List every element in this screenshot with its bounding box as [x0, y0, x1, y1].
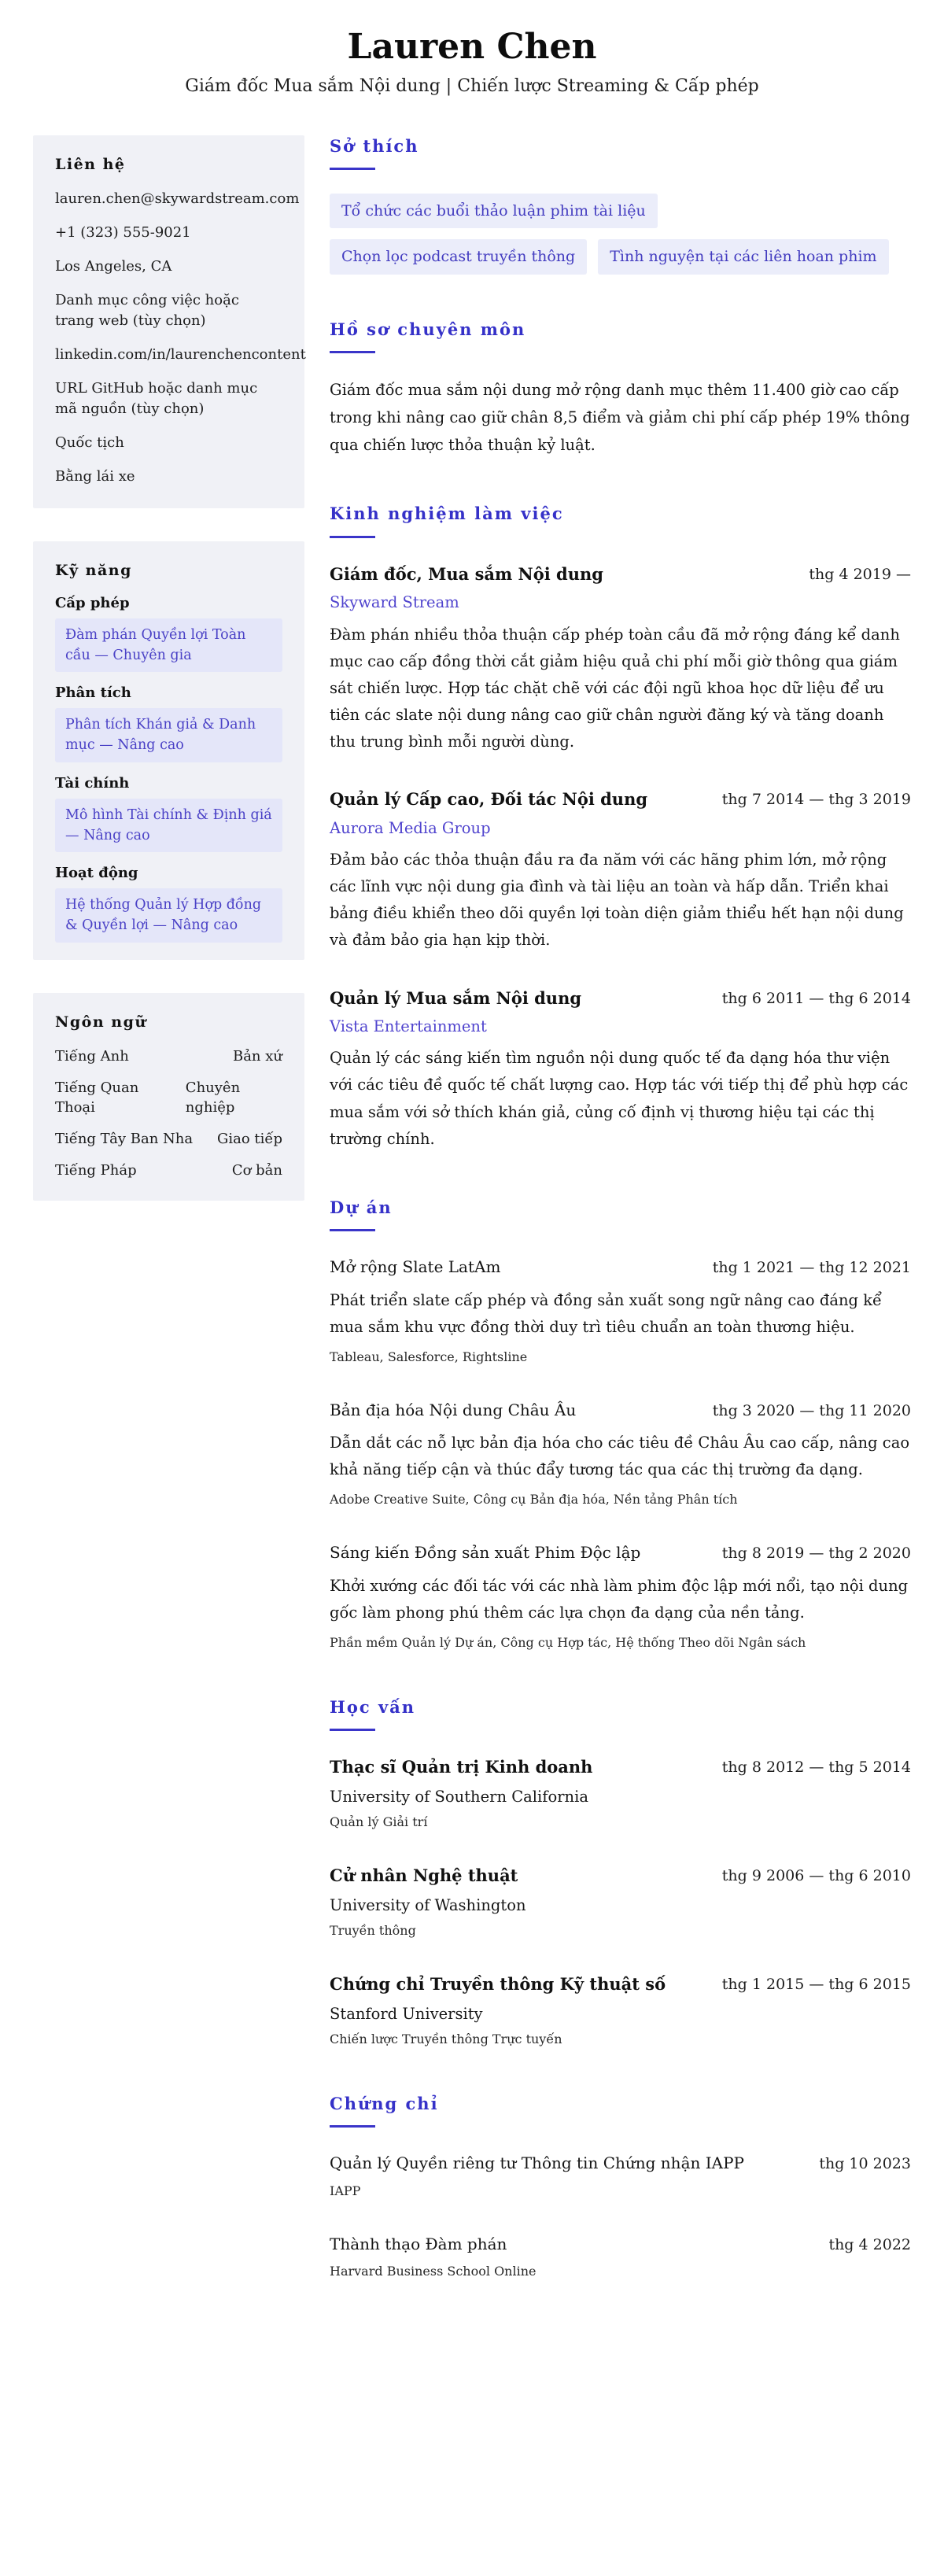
skills-title: Kỹ năng	[55, 561, 132, 579]
certification-date: thg 4 2022	[828, 2235, 911, 2253]
job-date: thg 6 2011 — thg 6 2014	[721, 989, 911, 1007]
skill-chip-analytics: Phân tích Khán giả & Danh mục — Nâng cao	[55, 708, 282, 762]
education-entry	[330, 1863, 911, 1940]
degree-title: Thạc sĩ Quản trị Kinh doanh	[330, 1757, 593, 1777]
degree-title: Cử nhân Nghệ thuật	[330, 1866, 518, 1886]
school-name: University of Washington	[330, 1895, 526, 1914]
job-entry-head	[330, 562, 911, 588]
language-row	[55, 1046, 282, 1066]
project-entry	[330, 1398, 911, 1510]
language-name: Tiếng Anh	[55, 1047, 129, 1065]
experience-title: Kinh nghiệm làm việc	[330, 504, 564, 524]
job-entry	[330, 986, 911, 1153]
project-title: Sáng kiến Đồng sản xuất Phim Độc lập	[330, 1543, 641, 1563]
certification-entry-head	[330, 2232, 911, 2257]
company-link[interactable]: Aurora Media Group	[330, 818, 491, 837]
company-link[interactable]: Vista Entertainment	[330, 1017, 487, 1036]
language-row	[55, 1129, 282, 1149]
education-date: thg 8 2012 — thg 5 2014	[721, 1759, 911, 1777]
school-name: University of Southern California	[330, 1788, 588, 1806]
job-description: Đàm phán nhiều thỏa thuận cấp phép toàn cầu đã mở rộng đáng kể danh mục cao cấp đồng thời cắt giảm hiệu quả chi phí mỗi giờ thông qua giám sát chiến lược. Hợp tác chặt chẽ với các đội ngũ khoa học dữ liệu để ưu tiên các slate nội dung nâng cao giữ chân người đăng ký và tăng doanh thu trung bình mỗi người dùng.	[330, 625, 900, 751]
project-description: Dẫn dắt các nỗ lực bản địa hóa cho các tiêu đề Châu Âu cao cấp, nâng cao khả năng tiếp cận và thúc đẩy tương tác qua các thị trường đa dạng.	[330, 1434, 910, 1479]
sidebar	[33, 135, 304, 1234]
person-headline: Giám đốc Mua sắm Nội dung | Chiến lược Streaming & Cấp phép	[185, 76, 759, 96]
project-date: thg 1 2021 — thg 12 2021	[712, 1259, 911, 1277]
project-date: thg 3 2020 — thg 11 2020	[712, 1401, 911, 1419]
education-entry	[330, 1755, 911, 1832]
project-title: Bản địa hóa Nội dung Châu Âu	[330, 1400, 577, 1419]
section-underline	[330, 351, 375, 353]
profile-title: Hồ sơ chuyên môn	[330, 319, 526, 340]
skill-chip-operations: Hệ thống Quản lý Hợp đồng & Quyền lợi — Nâng cao	[55, 888, 282, 943]
interests-section	[330, 135, 911, 275]
projects-title: Dự án	[330, 1197, 393, 1217]
project-entry-head	[330, 1398, 911, 1423]
education-date: thg 9 2006 — thg 6 2010	[721, 1867, 911, 1885]
section-underline	[330, 536, 375, 538]
project-entry-head	[330, 1541, 911, 1565]
contact-location: Los Angeles, CA	[55, 257, 172, 275]
contact-portfolio-placeholder: Danh mục công việc hoặc trang web (tùy chọn)	[55, 291, 239, 329]
project-description: Phát triển slate cấp phép và đồng sản xuất song ngữ nâng cao đáng kể mua sắm khu vực đồng thời duy trì tiêu chuẩn an toàn thương hiệu.	[330, 1290, 883, 1336]
job-title: Giám đốc, Mua sắm Nội dung	[330, 563, 603, 584]
language-row	[55, 1078, 282, 1117]
resume-header	[33, 27, 911, 99]
job-title: Quản lý Mua sắm Nội dung	[330, 987, 582, 1008]
job-entry-head	[330, 787, 911, 813]
section-underline	[330, 2125, 375, 2128]
certifications-section	[330, 2093, 911, 2281]
language-name: Tiếng Tây Ban Nha	[55, 1131, 194, 1148]
profile-section	[330, 319, 911, 459]
contact-email: lauren.chen@skywardstream.com	[55, 190, 300, 207]
school-name: Stanford University	[330, 2004, 483, 2023]
main-column	[328, 135, 911, 2325]
degree-title: Chứng chỉ Truyền thông Kỹ thuật số	[330, 1974, 666, 1995]
job-description: Quản lý các sáng kiến tìm nguồn nội dung quốc tế đa dạng hóa thư viện với các tiêu đề quốc tế chất lượng cao. Hợp tác với tiếp thị để phù hợp các mua sắm với sở thích khán giả, củng cố định vị thương hiệu tại các thị trường chính.	[330, 1049, 909, 1148]
company-link[interactable]: Skyward Stream	[330, 593, 459, 612]
language-level: Chuyên nghiệp	[185, 1079, 241, 1116]
interest-chips	[330, 194, 896, 275]
contact-github-placeholder: URL GitHub hoặc danh mục mã nguồn (tùy chọn)	[55, 380, 258, 418]
contact-driving-license: Bằng lái xe	[55, 468, 135, 485]
job-date: thg 4 2019 —	[809, 565, 911, 583]
contact-phone: +1 (323) 555-9021	[55, 223, 191, 241]
interest-chip: Chọn lọc podcast truyền thông	[330, 239, 587, 275]
language-level: Bản xứ	[232, 1047, 282, 1065]
education-entry-head	[330, 1755, 911, 1781]
job-entry	[330, 787, 911, 954]
skill-category-analytics: Phân tích	[55, 685, 131, 702]
contact-section	[33, 135, 304, 508]
language-row	[55, 1161, 282, 1180]
contact-nationality: Quốc tịch	[55, 434, 124, 452]
profile-text: Giám đốc mua sắm nội dung mở rộng danh mục thêm 11.400 giờ cao cấp trong khi nâng cao giữ chân 8,5 điểm và giảm chi phí cấp phép 19% thông qua chiến lược thỏa thuận kỷ luật.	[330, 381, 910, 454]
certification-name: Quản lý Quyền riêng tư Thông tin Chứng nhận IAPP	[330, 2153, 744, 2173]
certification-issuer: Harvard Business School Online	[330, 2264, 537, 2279]
certification-entry	[330, 2151, 911, 2200]
contact-title: Liên hệ	[55, 155, 126, 173]
certification-entry-head	[330, 2151, 911, 2176]
education-entry	[330, 1972, 911, 2049]
project-entry	[330, 1255, 911, 1367]
job-entry-head	[330, 986, 911, 1012]
certification-entry	[330, 2232, 911, 2281]
interest-chip: Tổ chức các buổi thảo luận phim tài liệu	[330, 194, 658, 229]
language-level: Giao tiếp	[216, 1131, 282, 1148]
person-name: Lauren Chen	[347, 27, 597, 67]
skill-category-licensing: Cấp phép	[55, 594, 130, 611]
project-tools: Adobe Creative Suite, Công cụ Bản địa hóa, Nền tảng Phân tích	[330, 1492, 738, 1508]
section-underline	[330, 168, 375, 170]
job-date: thg 7 2014 — thg 3 2019	[721, 791, 911, 809]
project-tools: Tableau, Salesforce, Rightsline	[330, 1349, 528, 1364]
education-section	[330, 1696, 911, 2049]
education-entry-head	[330, 1972, 911, 1998]
project-date: thg 8 2019 — thg 2 2020	[721, 1544, 911, 1563]
interests-title: Sở thích	[330, 135, 419, 156]
interest-chip: Tình nguyện tại các liên hoan phim	[598, 239, 888, 275]
projects-section	[330, 1197, 911, 1652]
certification-name: Thành thạo Đàm phán	[330, 2234, 507, 2253]
certification-issuer: IAPP	[330, 2183, 361, 2198]
job-description: Đảm bảo các thỏa thuận đầu ra đa năm với các hãng phim lớn, mở rộng các lĩnh vực nội dung gia đình và tài liệu an toàn và hấp dẫn. Triển khai bảng điều khiển theo dõi quyền lợi toàn diện giảm thiểu hết hạn nội dung và đảm bảo gia hạn kịp thời.	[330, 851, 904, 950]
job-title: Quản lý Cấp cao, Đối tác Nội dung	[330, 789, 648, 810]
education-title: Học vấn	[330, 1697, 416, 1718]
education-date: thg 1 2015 — thg 6 2015	[721, 1976, 911, 1994]
skill-chip-licensing: Đàm phán Quyền lợi Toàn cầu — Chuyên gia	[55, 618, 282, 673]
content-columns	[33, 135, 911, 2325]
contact-linkedin: linkedin.com/in/laurenchencontent	[55, 346, 306, 364]
language-name: Tiếng Pháp	[55, 1162, 137, 1179]
job-entry	[330, 562, 911, 755]
certification-date: thg 10 2023	[819, 2155, 911, 2173]
skill-chip-finance: Mô hình Tài chính & Định giá — Nâng cao	[55, 799, 282, 853]
project-entry	[330, 1541, 911, 1652]
language-name: Tiếng Quan Thoại	[55, 1079, 139, 1116]
section-underline	[330, 1729, 375, 1731]
skill-category-operations: Hoạt động	[55, 865, 138, 882]
skills-section	[33, 541, 304, 960]
project-entry-head	[330, 1255, 911, 1279]
languages-title: Ngôn ngữ	[55, 1013, 147, 1031]
field-of-study: Quản lý Giải trí	[330, 1814, 428, 1830]
language-level: Cơ bản	[231, 1162, 282, 1179]
experience-section	[330, 503, 911, 1152]
section-underline	[330, 1229, 375, 1231]
field-of-study: Truyền thông	[330, 1923, 416, 1939]
education-entry-head	[330, 1863, 911, 1889]
project-tools: Phần mềm Quản lý Dự án, Công cụ Hợp tác, Hệ thống Theo dõi Ngân sách	[330, 1635, 806, 1651]
certifications-title: Chứng chỉ	[330, 2093, 439, 2113]
project-title: Mở rộng Slate LatAm	[330, 1257, 501, 1277]
project-description: Khởi xướng các đối tác với các nhà làm phim độc lập mới nổi, tạo nội dung gốc làm phong phú thêm các lựa chọn đa dạng của nền tảng.	[330, 1576, 909, 1622]
skill-category-finance: Tài chính	[55, 774, 130, 792]
languages-section	[33, 993, 304, 1201]
field-of-study: Chiến lược Truyền thông Trực tuyến	[330, 2031, 562, 2046]
